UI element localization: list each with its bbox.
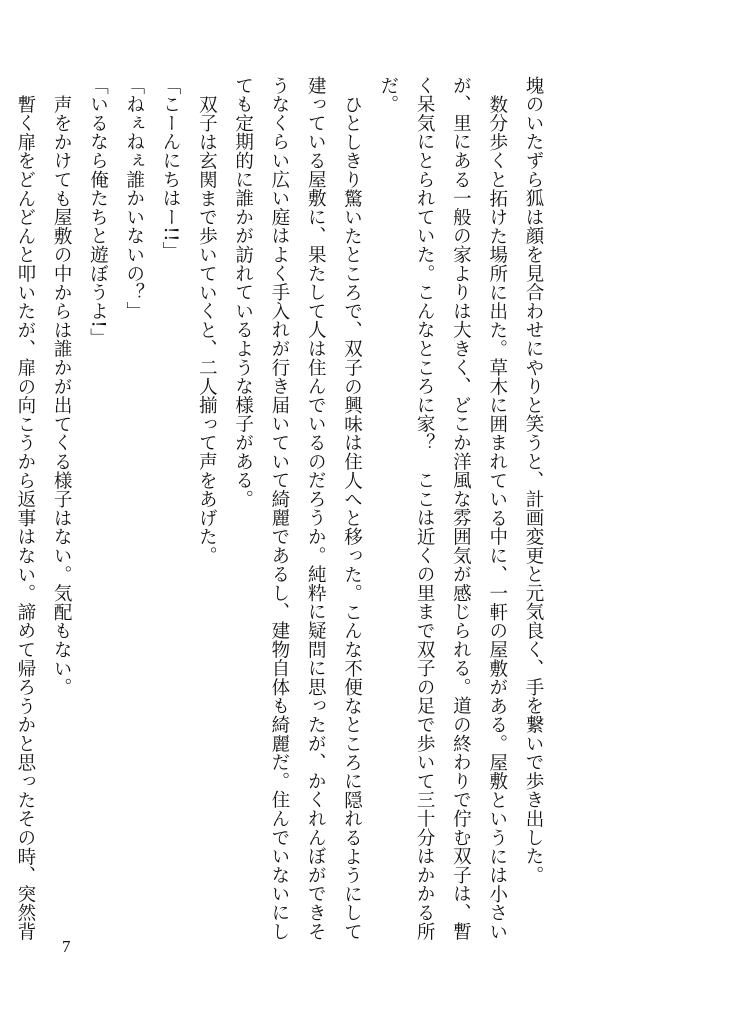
paragraph: 暫く扉をどんどんと叩いたが、扉の向こうから返事はない。諦めて帰ろうかと思ったその時、突然背 (14, 94, 36, 941)
paragraph: 双子は玄関まで歩いていくと、二人揃って声をあげた。 (196, 94, 218, 565)
dialogue-line: 「ねぇねぇ誰かいないの？」 (123, 76, 145, 321)
paragraph: 声をかけても屋敷の中からは誰かが出てくる様子はない。気配もない。 (51, 94, 73, 697)
dialogue-line: 「こーんにちはー!!」 (160, 76, 182, 261)
paragraph: ひとしきり驚いたところで、双子の興味は住人へと移った。こんな不便なところに隠れるようにして建っている屋敷に、果たして人は住んでいるのだろうか。純粋に疑問に思ったが、かくれんぼができそうなくらい広い庭はよく手入れが行き届いていて綺麗であるし、建物自体も綺麗だ。住んでいないにしても定期的に誰かが訪れているような様子がある。 (232, 76, 363, 941)
page-number: 7 (62, 937, 71, 956)
paragraph: 数分歩くと拓けた場所に出た。草木に囲まれている中に、一軒の屋敷がある。屋敷というには小さいが、里にある一般の家よりは大きく、どこか洋風な雰囲気が感じられる。道の終わりで佇む双子は、暫く呆気にとられていた。こんなところに家？ ここは近くの里まで双子の足で歩いて三十分はかかる所だ。 (377, 76, 508, 941)
dialogue-line: 「いるなら俺たちと遊ぼうよ!」 (87, 76, 109, 347)
paragraph: 塊のいたずら狐は顔を見合わせにやりと笑うと、計画変更と元気良く、手を繋いで歩き出した。 (523, 76, 544, 885)
vertical-text-block (14, 76, 551, 956)
